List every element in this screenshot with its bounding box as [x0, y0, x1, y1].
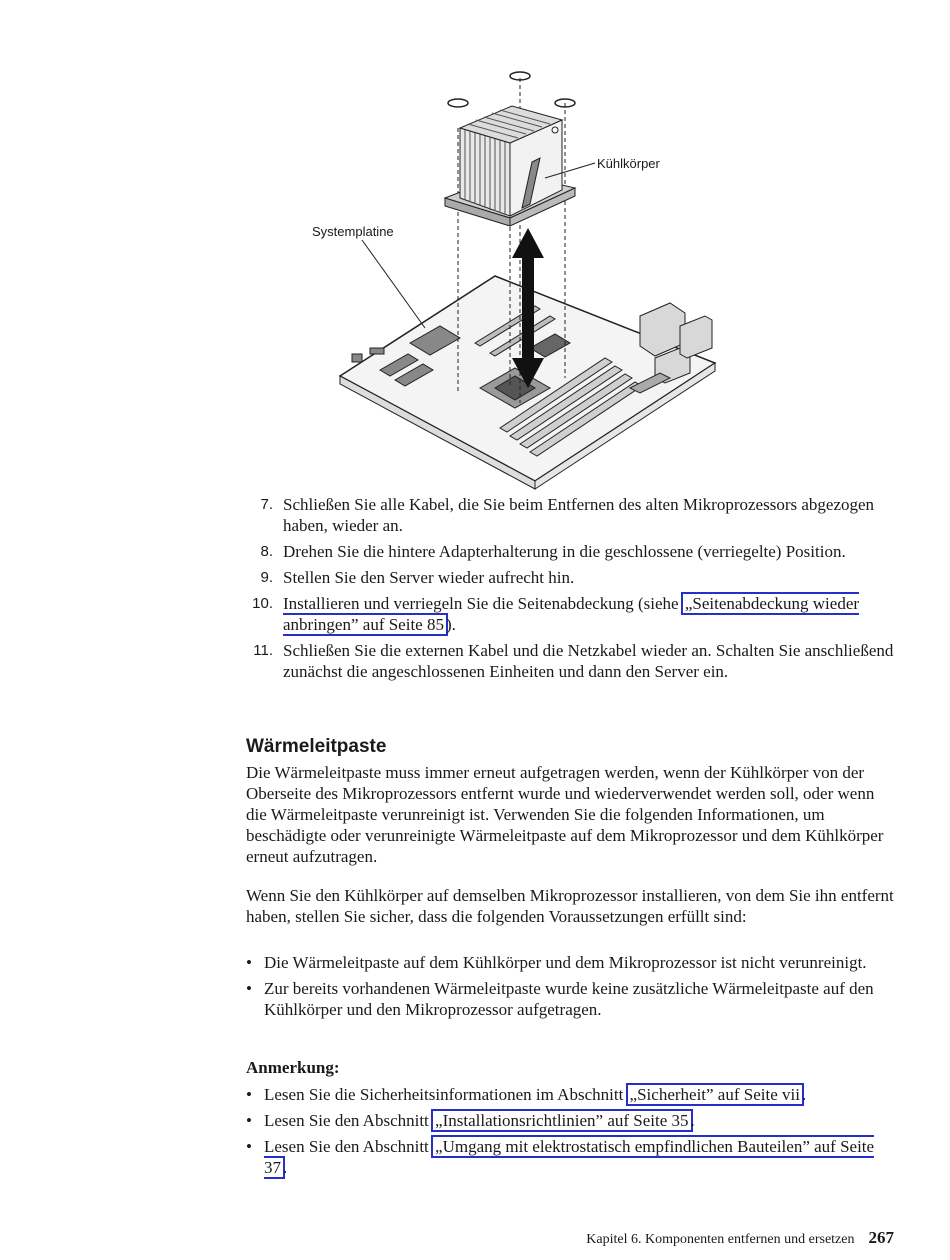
step-item	[246, 593, 896, 635]
step-text: Drehen Sie die hintere Adapterhalterung in die geschlossene (verriegelte) Position.	[283, 542, 846, 561]
step-number: 11.	[253, 642, 273, 659]
link-sicherheit[interactable]: „Sicherheit” auf Seite vii	[626, 1083, 804, 1106]
list-item-text: Zur bereits vorhandenen Wärmeleitpaste wurde keine zusätzliche Wärmeleitpaste auf den Kühlkörper und den Mikroprozessor aufgetragen.	[264, 979, 874, 1019]
footer-chapter: Kapitel 6. Komponenten entfernen und ersetzen	[586, 1232, 855, 1247]
list-item-text: Die Wärmeleitpaste auf dem Kühlkörper und dem Mikroprozessor ist nicht verunreinigt.	[264, 953, 867, 972]
list-item-end: .	[801, 1085, 807, 1104]
list-item	[246, 978, 896, 1020]
step-number: 10.	[252, 595, 273, 612]
step-item	[246, 567, 896, 588]
step-number: 9.	[260, 569, 273, 586]
step-text-end: ).	[445, 615, 456, 634]
heatsink-label: Kühlkörper	[597, 156, 660, 171]
link-esd-bauteile[interactable]: „Umgang mit elektrostatisch empfindlichen Bauteilen” auf Seite 37	[264, 1137, 875, 1177]
heatsink-shape	[445, 106, 575, 226]
system-board-label: Systemplatine	[312, 224, 394, 239]
list-item-end: .	[690, 1111, 695, 1130]
list-item-end: .	[283, 1158, 288, 1177]
link-seitenabdeckung[interactable]: „Seitenabdeckung wieder anbringen” auf Seite 85	[283, 594, 860, 634]
list-item-text: Lesen Sie den Abschnitt	[264, 1111, 434, 1130]
procedure-steps	[246, 494, 896, 687]
page-number: 267	[868, 1228, 894, 1247]
section-paragraph-2: Wenn Sie den Kühlkörper auf demselben Mikroprozessor installieren, von dem Sie ihn entfernt haben, stellen Sie sicher, dass die folgenden Voraussetzungen erfüllt sind:	[246, 886, 894, 926]
list-item-text: Lesen Sie die Sicherheitsinformationen im Abschnitt	[264, 1085, 628, 1104]
step-text: Stellen Sie den Server wieder aufrecht hin.	[283, 568, 575, 587]
step-item	[246, 494, 896, 536]
step-text: Installieren und verriegeln Sie die Seitenabdeckung (siehe	[283, 594, 683, 613]
heatsink-diagram	[300, 58, 760, 498]
step-number: 7.	[260, 496, 273, 513]
step-number: 8.	[260, 543, 273, 560]
step-item	[246, 541, 896, 562]
requirements-list	[246, 952, 896, 1025]
bullet-glyph: •	[246, 979, 252, 998]
step-text: Schließen Sie die externen Kabel und die Netzkabel wieder an. Schalten Sie anschließend zunächst die angeschlossenen Einheiten und dann den Server ein.	[283, 641, 894, 681]
note-list	[246, 1084, 896, 1183]
link-installationsrichtlinien[interactable]: „Installationsrichtlinien” auf Seite 35	[431, 1109, 693, 1132]
bullet-glyph: •	[246, 953, 252, 972]
note-heading: Anmerkung:	[246, 1058, 340, 1077]
section-title: Wärmeleitpaste	[246, 736, 387, 757]
list-item	[246, 1110, 896, 1131]
list-item	[246, 1136, 896, 1178]
list-item	[246, 952, 896, 973]
step-item	[246, 640, 896, 682]
page-footer	[586, 1228, 894, 1248]
list-item	[246, 1084, 896, 1105]
list-item-text: Lesen Sie den Abschnitt	[264, 1137, 434, 1156]
heatsink-illustration	[300, 58, 760, 498]
section-paragraph-1: Die Wärmeleitpaste muss immer erneut aufgetragen werden, wenn der Kühlkörper von der Oberseite des Mikroprozessors entfernt wurde und wiederverwendet werden soll, oder wenn die Wärmeleitpaste verunreinigt ist. Verwenden Sie die folgenden Informationen, um beschädigte oder verunreinigte Wärmeleitpaste auf dem Mikroprozessor und dem Kühlkörper erneut aufzutragen.	[246, 763, 884, 866]
step-text: Schließen Sie alle Kabel, die Sie beim Entfernen des alten Mikroprozessors abgezogen haben, wieder an.	[283, 495, 875, 535]
bullet-glyph: •	[246, 1111, 252, 1130]
bullet-glyph: •	[246, 1137, 252, 1156]
bullet-glyph: •	[246, 1085, 252, 1104]
